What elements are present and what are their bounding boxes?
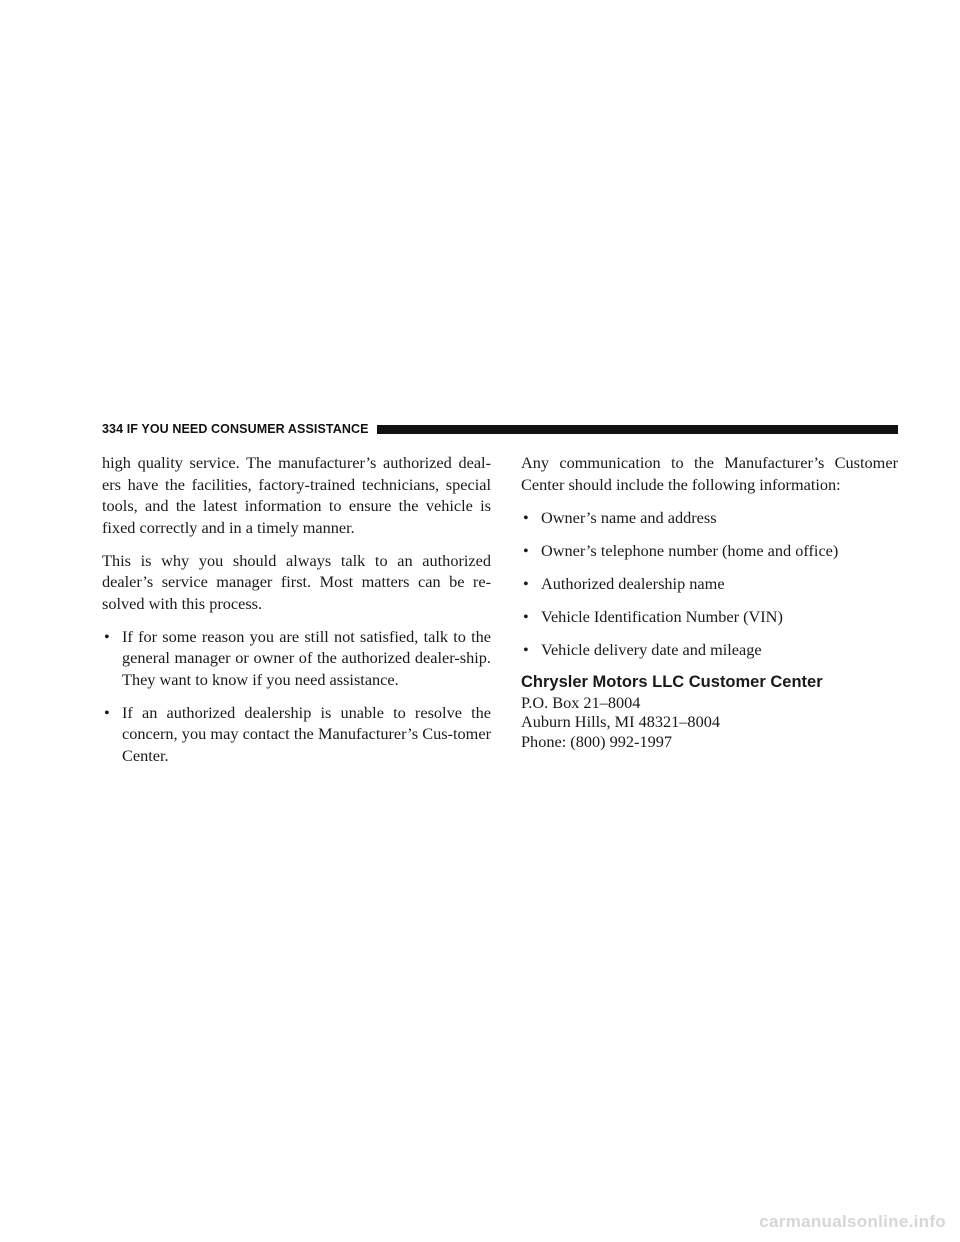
header-rule-bar xyxy=(377,425,898,434)
list-item xyxy=(521,573,898,595)
right-bullet-list xyxy=(521,507,898,661)
bullet-icon: • xyxy=(523,639,529,659)
list-item xyxy=(521,606,898,628)
left-bullet-list xyxy=(102,626,491,767)
bullet-icon: • xyxy=(523,540,529,560)
list-item-text: Owner’s name and address xyxy=(541,507,717,527)
left-column xyxy=(102,452,491,778)
page-header xyxy=(102,421,898,437)
list-item xyxy=(521,639,898,661)
list-item-text: Owner’s telephone number (home and office) xyxy=(541,540,839,560)
list-item-text: Vehicle Identification Number (VIN) xyxy=(541,606,783,626)
list-item xyxy=(521,507,898,529)
page-number: 334 xyxy=(102,422,124,436)
list-item-text: Authorized dealership name xyxy=(541,573,725,593)
list-item xyxy=(521,540,898,562)
list-item xyxy=(102,702,491,767)
address-phone: Phone: (800) 992-1997 xyxy=(521,731,673,751)
right-column xyxy=(521,452,898,751)
bullet-icon: • xyxy=(104,626,110,646)
list-item-text: If an authorized dealership is unable to resolve the concern, you may contact the Manufacturer’s Cus-tomer Center. xyxy=(122,702,491,765)
paragraph-talk-to-service-manager: This is why you should always talk to an authorized dealer’s service manager first. Most matters can be re-solved with this process. xyxy=(102,550,491,613)
address-po-box: P.O. Box 21–8004 xyxy=(521,692,641,712)
paragraph-communication-info: Any communication to the Manufacturer’s Customer Center should include the following information: xyxy=(521,453,898,494)
address-city: Auburn Hills, MI 48321–8004 xyxy=(521,712,720,731)
customer-center-title: Chrysler Motors LLC Customer Center xyxy=(521,672,823,691)
bullet-icon: • xyxy=(523,606,529,626)
bullet-icon: • xyxy=(523,507,529,527)
bullet-icon: • xyxy=(523,573,529,593)
page-header-text xyxy=(102,422,369,436)
bullet-icon: • xyxy=(104,702,110,722)
watermark: carmanualsonline.info xyxy=(759,1212,946,1231)
list-item xyxy=(102,626,491,691)
section-title: IF YOU NEED CONSUMER ASSISTANCE xyxy=(126,422,369,436)
list-item-text: If for some reason you are still not satisfied, talk to the general manager or owner of the authorized dealer-ship. They want to know if you need assistance. xyxy=(122,626,491,689)
paragraph-service-facilities: high quality service. The manufacturer’s authorized deal-ers have the facilities, factory-trained technicians, special tools, and the latest information to ensure the vehicle is fixed correctly and in a timely manner. xyxy=(102,453,491,537)
list-item-text: Vehicle delivery date and mileage xyxy=(541,639,762,659)
